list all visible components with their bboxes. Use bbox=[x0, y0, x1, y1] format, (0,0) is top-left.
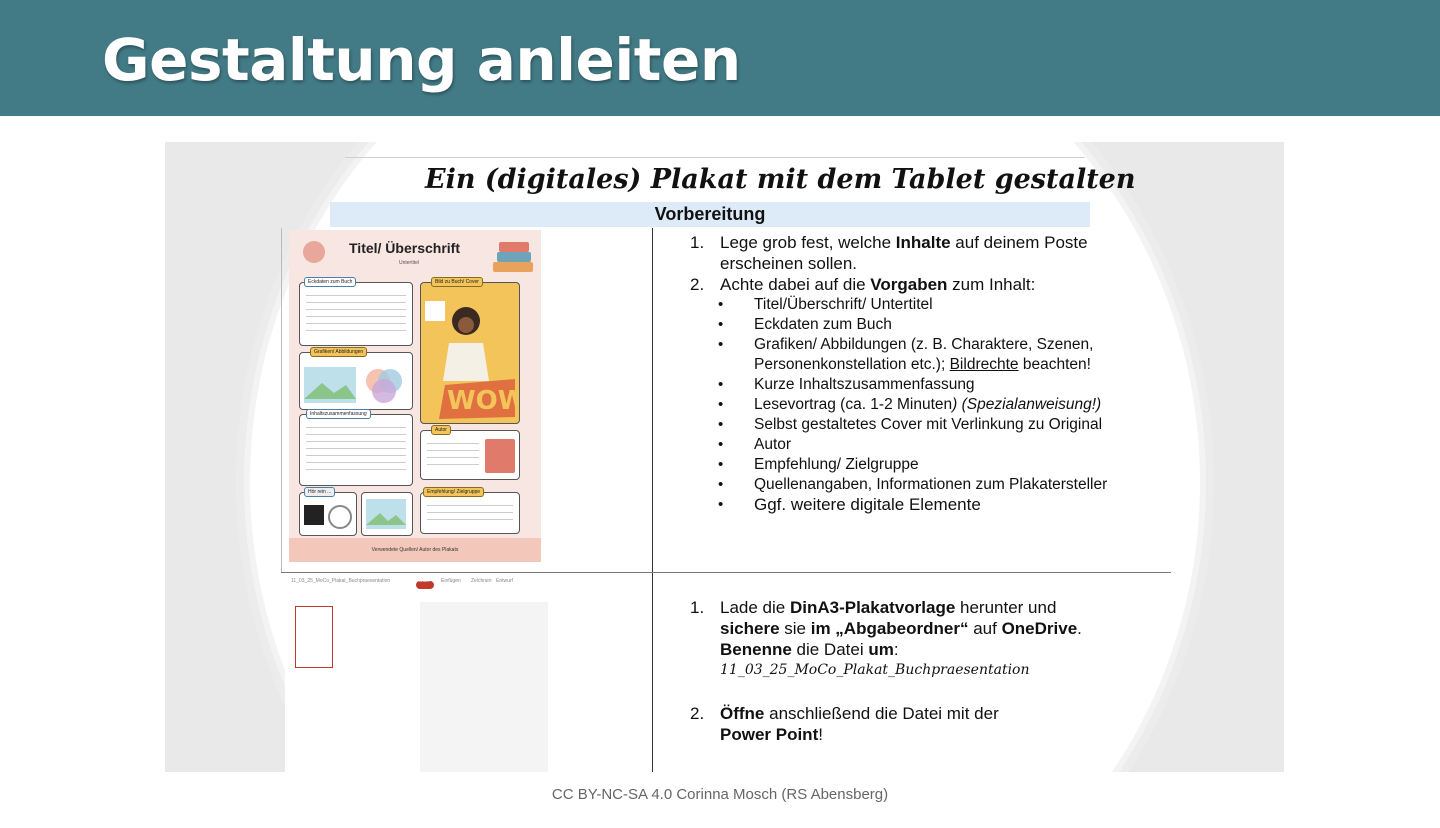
poster-footer: Verwendete Quellen/ Autor des Plakats bbox=[289, 538, 541, 562]
list-item: • Autor bbox=[690, 435, 1160, 455]
book-icon bbox=[303, 241, 325, 263]
step-open: 2. Öffne anschließend die Datei mit der Power Point! bbox=[690, 704, 999, 744]
poster-box-hoer bbox=[299, 489, 357, 536]
app-tab-zeichnen: Zeichnen bbox=[471, 578, 492, 584]
poster-title: Titel/ Überschrift bbox=[349, 240, 460, 256]
poster-box-cover bbox=[420, 279, 520, 424]
app-tab-entwurf: Entwurf bbox=[496, 578, 513, 584]
poster-box-empfehlung bbox=[420, 489, 520, 534]
vorgaben-list bbox=[690, 295, 1160, 515]
app-toolbar bbox=[291, 578, 621, 590]
poster-label-eckdaten: Eckdaten zum Buch bbox=[304, 277, 356, 287]
powerpoint-app-thumbnail bbox=[285, 574, 635, 772]
qr-code-icon bbox=[304, 505, 324, 525]
books-illustration-icon bbox=[489, 236, 537, 276]
poster-box-autor bbox=[420, 427, 520, 480]
app-canvas bbox=[420, 602, 548, 772]
poster-wow-text: WOW bbox=[447, 386, 519, 416]
list-item: • Grafiken/ Abbildungen (z. B. Charaktere, Szenen, Personenkonstellation etc.); Bildrechte beachten! bbox=[690, 335, 1160, 375]
list-item: • Eckdaten zum Buch bbox=[690, 315, 1160, 335]
top-rule bbox=[345, 157, 1085, 158]
slide-title: Gestaltung anleiten bbox=[102, 26, 741, 94]
section-heading: Vorbereitung bbox=[330, 202, 1090, 227]
list-item: • Kurze Inhaltszusammenfassung bbox=[690, 375, 1160, 395]
list-item: • Lesevortrag (ca. 1-2 Minuten) (Spezialanweisung!) bbox=[690, 395, 1160, 415]
document-screenshot bbox=[165, 142, 1284, 772]
poster-label-bild: Bild zu Buch/ Cover bbox=[431, 277, 483, 287]
cover-illustration-icon bbox=[421, 283, 519, 423]
app-tab-start: Start bbox=[419, 578, 430, 584]
document-title: Ein (digitales) Plakat mit dem Tablet gestalten bbox=[425, 164, 1136, 195]
poster-label-empfehlung: Empfehlung/ Zielgruppe bbox=[423, 487, 484, 497]
poster-box-inhalt bbox=[299, 411, 413, 486]
table-left-border bbox=[281, 228, 282, 573]
list-item: • Selbst gestaltetes Cover mit Verlinkung zu Original bbox=[690, 415, 1160, 435]
instructions-list-1 bbox=[690, 232, 1160, 515]
app-slide-thumb bbox=[295, 606, 333, 668]
poster-label-inhalt: Inhaltszusammenfassung bbox=[306, 409, 371, 419]
list-item: • Empfehlung/ Zielgruppe bbox=[690, 455, 1160, 475]
poster-box-eckdaten bbox=[299, 279, 413, 346]
list-item: • Ggf. weitere digitale Elemente bbox=[690, 495, 1160, 515]
poster-label-grafiken: Grafiken/ Abbildungen bbox=[310, 347, 367, 357]
step-1: 1. Lege grob fest, welche Inhalte auf deinem Poste erscheinen sollen. bbox=[690, 233, 1088, 273]
step-2: 2. Achte dabei auf die Vorgaben zum Inhalt: bbox=[690, 275, 1036, 294]
image-placeholder-icon bbox=[366, 499, 406, 529]
app-filename: 11_03_25_MoCo_Plakat_Buchpraesentation bbox=[291, 578, 391, 584]
venn-landscape-icon bbox=[304, 363, 408, 405]
filename-text: 11_03_25_MoCo_Plakat_Buchpraesentation bbox=[720, 662, 1030, 678]
title-bar bbox=[0, 0, 1440, 116]
poster-template-thumbnail bbox=[289, 230, 541, 562]
app-tab-einfuegen: Einfügen bbox=[441, 578, 461, 584]
table-column-divider bbox=[652, 228, 653, 772]
poster-subtitle: Untertitel bbox=[399, 260, 420, 266]
poster-box-grafiken bbox=[299, 349, 413, 410]
poster-label-autor: Autor bbox=[431, 425, 451, 435]
poster-box-bild2 bbox=[361, 492, 413, 536]
list-item: • Titel/Überschrift/ Untertitel bbox=[690, 295, 1160, 315]
author-avatar bbox=[485, 439, 515, 473]
bildrechte-link[interactable]: Bildrechte bbox=[949, 356, 1019, 373]
instructions-list-2 bbox=[690, 597, 1160, 745]
poster-label-hoer: Hör rein ... bbox=[304, 487, 335, 497]
table-row-divider bbox=[281, 572, 1171, 573]
play-button-icon bbox=[328, 505, 352, 529]
license-credit: CC BY-NC-SA 4.0 Corinna Mosch (RS Abensberg) bbox=[551, 786, 889, 803]
list-item: • Quellenangaben, Informationen zum Plakatersteller bbox=[690, 475, 1160, 495]
step-download: 1. Lade die DinA3-Plakatvorlage herunter und sichere sie im „Abgabeordner“ auf OneDrive. Benenne die Datei um: 11_03_25_MoCo_Plakat_Buchpraesentation bbox=[690, 597, 1160, 681]
